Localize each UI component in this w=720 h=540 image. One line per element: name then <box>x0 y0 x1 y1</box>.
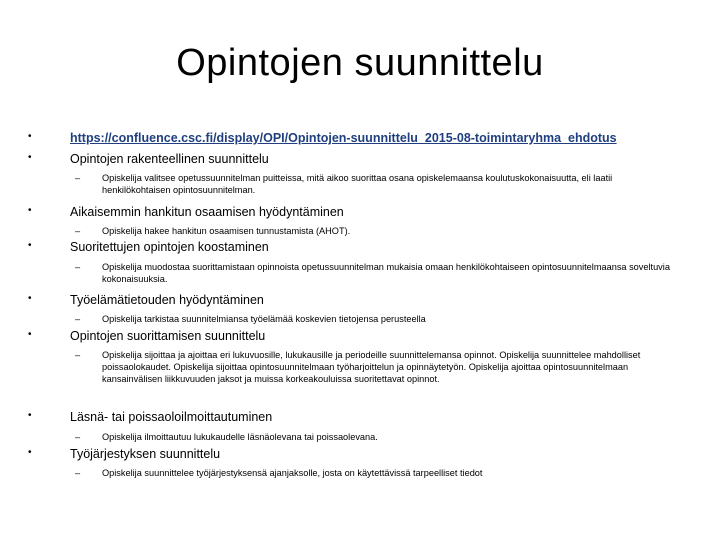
bullet-marker: • <box>28 447 32 458</box>
subitem-text: Opiskelija sijoittaa ja ajoittaa eri lukuvuosille, lukukausille ja periodeille suunnittelemansa opinnot. Opiskelija suunnittelee mahdolliset poissaolokaudet. Opiskelija sijoittaa opintosuunnitelmaan työharjoittelun ja opinnäytetyön. Opiskelija ajoittaa opintosuunnitelmaan kansainvälisen liikkuvuuden jaksot ja muissa korkeakouluissa suoritettavat opinnot. <box>102 350 641 384</box>
item-heading: Aikaisemmin hankitun osaamisen hyödyntäminen <box>70 205 344 219</box>
subitem-text: Opiskelija ilmoittautuu lukukaudelle läsnäolevana tai poissaolevana. <box>102 432 378 442</box>
subitem-text: Opiskelija muodostaa suorittamistaan opinnoista opetussuunnitelman mukaisia omaan henkilökohtaiseen opintosuunnitelmaansa soveltuvia kokonaisuuksia. <box>102 262 670 284</box>
item-heading: Työelämätietouden hyödyntäminen <box>70 293 264 307</box>
confluence-link[interactable]: https://confluence.csc.fi/display/OPI/Opintojen-suunnittelu_2015-08-toimintaryhma_ehdotus <box>70 131 617 145</box>
dash-marker: – <box>75 350 81 360</box>
item-heading: Opintojen suorittamisen suunnittelu <box>70 329 266 343</box>
bullet-marker: • <box>28 152 32 163</box>
dash-marker: – <box>75 468 81 478</box>
item-heading: Suoritettujen opintojen koostaminen <box>70 240 269 254</box>
bullet-marker: • <box>28 329 32 340</box>
bullet-marker: • <box>28 131 32 142</box>
dash-marker: – <box>75 262 81 272</box>
dash-marker: – <box>75 226 81 236</box>
dash-marker: – <box>75 314 81 324</box>
dash-marker: – <box>75 173 81 183</box>
dash-marker: – <box>75 432 81 442</box>
bullet-marker: • <box>28 293 32 304</box>
subitem-text: Opiskelija tarkistaa suunnitelmiansa työelämää koskevien tietojensa perusteella <box>102 314 426 324</box>
bullet-marker: • <box>28 240 32 251</box>
bullet-marker: • <box>28 205 32 216</box>
item-heading: Työjärjestyksen suunnittelu <box>70 447 221 461</box>
slide-title: Opintojen suunnittelu <box>176 42 544 84</box>
item-heading: Läsnä- tai poissaoloilmoittautuminen <box>70 410 273 424</box>
subitem-text: Opiskelija valitsee opetussuunnitelman puitteissa, mitä aikoo suorittaa osana opiskelemaansa koulutuskokonaisuutta, eli laatii henkilökohtaisen opintosuunnitelman. <box>102 173 613 195</box>
bullet-marker: • <box>28 410 32 421</box>
item-heading: Opintojen rakenteellinen suunnittelu <box>70 152 269 166</box>
subitem-text: Opiskelija hakee hankitun osaamisen tunnustamista (AHOT). <box>102 226 351 236</box>
subitem-text: Opiskelija suunnittelee työjärjestyksensä ajanjaksolle, josta on käytettävissä tarpeelliset tiedot <box>102 468 483 478</box>
